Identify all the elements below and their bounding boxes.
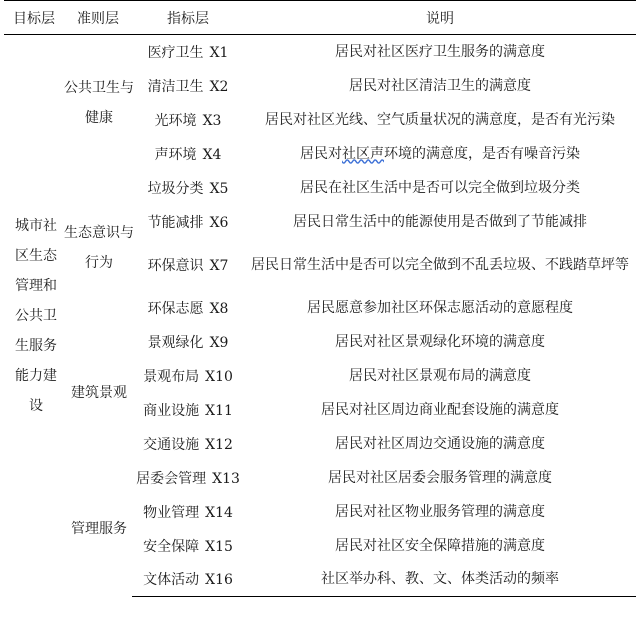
indicator-name: 光环境 [154, 112, 197, 129]
criterion-text: 生态意识与行为 [64, 224, 134, 271]
header-goal: 目标层 [4, 1, 64, 35]
indicator-name: 节能减排 [147, 214, 204, 231]
indicator-cell [132, 171, 244, 205]
indicator-cell [132, 325, 244, 359]
header-criterion: 准则层 [64, 1, 132, 35]
description-part: 环境的满意度，是否有噪音污染 [384, 145, 580, 162]
indicator-name: 文体活动 [143, 572, 200, 589]
criterion-text: 建筑景观 [71, 384, 127, 401]
description-cell: 居民对社区光线、空气质量状况的满意度，是否有光污染 [265, 111, 615, 128]
indicator-code: X12 [205, 436, 233, 453]
indicator-name: 安全保障 [143, 538, 200, 555]
description-cell: 居民对社区物业服务管理的满意度 [335, 503, 545, 520]
description-cell: 居民对社区景观布局的满意度 [349, 367, 531, 384]
criterion-text: 管理服务 [71, 520, 127, 537]
description-part: 居民对 [300, 145, 342, 162]
indicator-code: X6 [209, 214, 229, 231]
indicator-name: 声环境 [154, 146, 197, 163]
goal-cell [4, 35, 64, 597]
indicator-cell [132, 205, 244, 239]
indicator-name: 医疗卫生 [147, 44, 204, 61]
goal-text: 城市社区生态管理和公共卫生服务能力建设 [15, 217, 57, 414]
description-cell: 居民在社区生活中是否可以完全做到垃圾分类 [300, 179, 580, 196]
indicator-code: X1 [209, 44, 229, 61]
indicator-code: X14 [205, 504, 233, 521]
criterion-cell-3 [64, 325, 132, 461]
indicator-name: 物业管理 [143, 504, 200, 521]
description-cell: 居民对社区安全保障措施的满意度 [335, 537, 545, 554]
indicator-name: 居委会管理 [136, 470, 207, 487]
indicator-code: X5 [209, 180, 229, 197]
indicator-cell [132, 359, 244, 393]
indicator-name: 环保志愿 [147, 300, 204, 317]
description-cell: 居民对社区清洁卫生的满意度 [349, 77, 531, 94]
indicator-cell [132, 461, 244, 495]
indicator-code: X4 [202, 146, 222, 163]
indicator-name: 交通设施 [143, 436, 200, 453]
indicator-name: 环保意识 [147, 257, 204, 274]
indicator-cell [132, 35, 244, 69]
indicator-code: X7 [209, 257, 229, 274]
criterion-cell-1 [64, 35, 132, 171]
indicator-code: X9 [209, 334, 229, 351]
description-cell: 居民日常生活中的能源使用是否做到了节能减排 [293, 213, 587, 230]
header-description: 说明 [244, 1, 636, 35]
description-cell: 居民对社区居委会服务管理的满意度 [328, 469, 552, 486]
indicator-code: X16 [205, 572, 233, 589]
indicator-cell [132, 103, 244, 137]
criterion-cell-2 [64, 171, 132, 325]
description-cell: 居民愿意参加社区环保志愿活动的意愿程度 [307, 299, 573, 316]
indicator-cell [132, 563, 244, 597]
indicator-cell [132, 393, 244, 427]
indicator-cell [132, 427, 244, 461]
indicator-code: X11 [205, 402, 233, 419]
indicator-code: X3 [202, 112, 222, 129]
indicator-cell [132, 69, 244, 103]
description-cell: 居民对社区医疗卫生服务的满意度 [335, 43, 545, 60]
indicator-name: 景观布局 [143, 368, 200, 385]
description-cell: 居民对社区景观绿化环境的满意度 [335, 333, 545, 350]
table-row [4, 171, 636, 205]
description-cell: 居民日常生活中是否可以完全做到不乱丢垃圾、不践踏草坪等 [251, 256, 629, 273]
indicator-cell [132, 137, 244, 171]
indicator-cell [132, 495, 244, 529]
indicator-name: 清洁卫生 [147, 78, 204, 95]
indicator-cell [132, 239, 244, 291]
indicator-code: X10 [205, 368, 233, 385]
header-indicator: 指标层 [132, 1, 244, 35]
indicator-cell [132, 291, 244, 325]
indicator-code: X15 [205, 538, 233, 555]
table-row [4, 325, 636, 359]
description-cell [244, 137, 636, 171]
indicator-table [4, 0, 636, 597]
table-header-row [4, 1, 636, 35]
indicator-name: 景观绿化 [147, 334, 204, 351]
indicator-name: 商业设施 [143, 402, 200, 419]
indicator-code: X2 [209, 78, 229, 95]
description-cell: 社区举办科、教、文、体类活动的频率 [244, 563, 636, 597]
criterion-cell-4 [64, 461, 132, 597]
indicator-cell [132, 529, 244, 563]
indicator-name: 垃圾分类 [147, 180, 204, 197]
table-row [4, 461, 636, 495]
table-row [4, 35, 636, 69]
indicator-code: X8 [209, 300, 229, 317]
description-underlined-part: 社区声 [342, 145, 384, 162]
indicator-code: X13 [212, 470, 240, 487]
description-cell: 居民对社区周边商业配套设施的满意度 [321, 401, 559, 418]
criterion-text: 公共卫生与健康 [64, 79, 134, 126]
description-cell: 居民对社区周边交通设施的满意度 [335, 435, 545, 452]
